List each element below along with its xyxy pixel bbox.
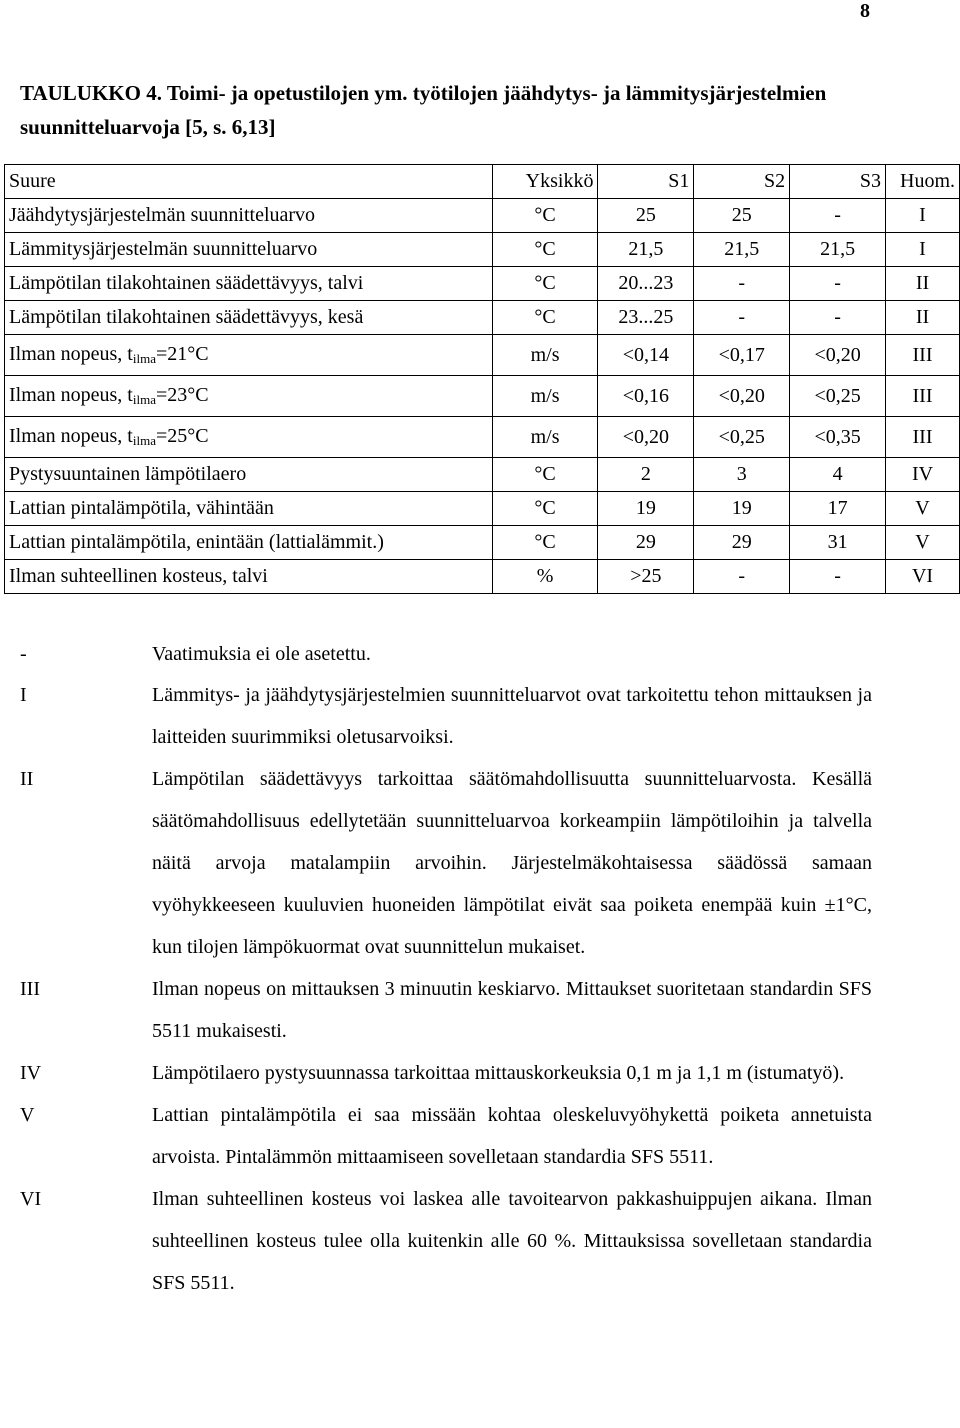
table-caption: TAULUKKO 4. Toimi- ja opetustilojen ym. työtilojen jäähdytys- ja lämmitysjärjestelmien suunnitteluarvoja [5, s. 6,13] xyxy=(20,81,827,139)
cell-note: I xyxy=(886,233,960,267)
cell-s2: - xyxy=(694,301,790,335)
page-number: 8 xyxy=(860,0,870,22)
cell-s3: 31 xyxy=(790,526,886,560)
note-item xyxy=(20,968,872,1052)
note-text: Lämmitys- ja jäähdytysjärjestelmien suunnitteluarvot ovat tarkoitettu tehon mittauksen ja laitteiden suurimmiksi oletusarvoiksi. xyxy=(152,684,872,748)
cell-note: I xyxy=(886,199,960,233)
note-text: Ilman nopeus on mittauksen 3 minuutin keskiarvo. Mittaukset suoritetaan standardin SFS 5511 mukaisesti. xyxy=(152,978,872,1042)
cell-unit: °C xyxy=(492,458,598,492)
note-label: II xyxy=(20,768,34,790)
note-text: Lämpötilan säädettävyys tarkoittaa säätömahdollisuutta suunnitteluarvosta. Kesällä säätömahdollisuus edellytetään suunnitteluarvoa korkeampiin lämpötiloihin ja talvella näitä arvoja matalampiin arvoihin. Järjestelmäkohtaisessa säädössä samaan vyöhykkeeseen kuuluvien huoneiden lämpötilat eivät saa poiketa enempää kuin ±1°C, kun tilojen lämpökuormat ovat suunnittelun mukaiset. xyxy=(152,768,872,958)
table-row xyxy=(5,492,960,526)
cell-s1: <0,16 xyxy=(598,376,694,417)
cell-s1: <0,14 xyxy=(598,335,694,376)
note-label: IV xyxy=(20,1062,42,1084)
note-text: Vaatimuksia ei ole asetettu. xyxy=(152,643,371,665)
notes-list xyxy=(20,634,872,1304)
note-item xyxy=(20,674,872,758)
cell-s3: 4 xyxy=(790,458,886,492)
quantity-suffix: =23°C xyxy=(155,384,209,406)
cell-quantity: Pystysuuntainen lämpötilaero xyxy=(5,458,493,492)
table-row xyxy=(5,376,960,417)
cell-note: VI xyxy=(886,560,960,594)
cell-quantity: Lattian pintalämpötila, vähintään xyxy=(5,492,493,526)
cell-quantity xyxy=(5,417,493,458)
note-item xyxy=(20,634,872,674)
header-unit: Yksikkö xyxy=(492,165,598,199)
note-text: Lämpötilaero pystysuunnassa tarkoittaa mittauskorkeuksia 0,1 m ja 1,1 m (istumatyö). xyxy=(152,1062,845,1084)
table-row xyxy=(5,417,960,458)
table-row xyxy=(5,526,960,560)
cell-s1: 2 xyxy=(598,458,694,492)
note-text: Ilman suhteellinen kosteus voi laskea alle tavoitearvon pakkashuippujen aikana. Ilman suhteellinen kosteus tulee olla kuitenkin alle 60 %. Mittauksissa sovelletaan standardia SFS 5511. xyxy=(152,1188,872,1294)
cell-note: III xyxy=(886,335,960,376)
quantity-suffix: =21°C xyxy=(155,343,209,365)
cell-note: II xyxy=(886,267,960,301)
cell-s2: - xyxy=(694,267,790,301)
table-row xyxy=(5,335,960,376)
table-row xyxy=(5,301,960,335)
header-s2: S2 xyxy=(694,165,790,199)
cell-s2: 3 xyxy=(694,458,790,492)
cell-unit: °C xyxy=(492,301,598,335)
cell-unit: °C xyxy=(492,526,598,560)
quantity-subscript: ilma xyxy=(132,351,156,366)
note-label: V xyxy=(20,1104,35,1126)
cell-quantity xyxy=(5,376,493,417)
quantity-prefix: Ilman nopeus, t xyxy=(9,425,133,447)
cell-s2: 25 xyxy=(694,199,790,233)
cell-s3: <0,25 xyxy=(790,376,886,417)
cell-unit: m/s xyxy=(492,417,598,458)
cell-s3: <0,35 xyxy=(790,417,886,458)
cell-s2: 21,5 xyxy=(694,233,790,267)
cell-s1: 19 xyxy=(598,492,694,526)
cell-note: IV xyxy=(886,458,960,492)
cell-s2: - xyxy=(694,560,790,594)
cell-s1: 25 xyxy=(598,199,694,233)
quantity-prefix: Ilman nopeus, t xyxy=(9,343,133,365)
cell-s3: - xyxy=(790,267,886,301)
header-quantity: Suure xyxy=(5,165,493,199)
cell-unit: °C xyxy=(492,492,598,526)
note-item xyxy=(20,1094,872,1178)
cell-s3: - xyxy=(790,199,886,233)
cell-s1: 29 xyxy=(598,526,694,560)
cell-quantity: Lämmitysjärjestelmän suunnitteluarvo xyxy=(5,233,493,267)
header-s1: S1 xyxy=(598,165,694,199)
table-row xyxy=(5,199,960,233)
quantity-subscript: ilma xyxy=(132,392,156,407)
cell-s1: 23...25 xyxy=(598,301,694,335)
note-label: III xyxy=(20,978,40,1000)
cell-quantity: Lämpötilan tilakohtainen säädettävyys, kesä xyxy=(5,301,493,335)
header-s3: S3 xyxy=(790,165,886,199)
cell-s1: 20...23 xyxy=(598,267,694,301)
table-row xyxy=(5,267,960,301)
note-item xyxy=(20,1178,872,1304)
cell-s2: <0,20 xyxy=(694,376,790,417)
cell-note: III xyxy=(886,417,960,458)
design-values-table xyxy=(4,164,960,594)
cell-s3: - xyxy=(790,301,886,335)
cell-note: V xyxy=(886,526,960,560)
cell-note: II xyxy=(886,301,960,335)
cell-quantity: Ilman suhteellinen kosteus, talvi xyxy=(5,560,493,594)
cell-s3: <0,20 xyxy=(790,335,886,376)
table-header-row xyxy=(5,165,960,199)
note-text: Lattian pintalämpötila ei saa missään kohtaa oleskeluvyöhykettä poiketa annetuista arvoista. Pintalämmön mittaamiseen sovelletaan standardia SFS 5511. xyxy=(152,1104,872,1168)
note-item xyxy=(20,758,872,968)
cell-s2: <0,25 xyxy=(694,417,790,458)
table-row xyxy=(5,233,960,267)
cell-unit: °C xyxy=(492,233,598,267)
table-row xyxy=(5,560,960,594)
quantity-prefix: Ilman nopeus, t xyxy=(9,384,133,406)
note-label: - xyxy=(20,643,27,665)
note-item xyxy=(20,1052,872,1094)
header-note: Huom. xyxy=(886,165,960,199)
cell-note: III xyxy=(886,376,960,417)
cell-unit: % xyxy=(492,560,598,594)
cell-quantity: Lämpötilan tilakohtainen säädettävyys, talvi xyxy=(5,267,493,301)
cell-s2: 29 xyxy=(694,526,790,560)
cell-s3: 21,5 xyxy=(790,233,886,267)
cell-s1: <0,20 xyxy=(598,417,694,458)
quantity-subscript: ilma xyxy=(132,433,156,448)
note-label: VI xyxy=(20,1188,42,1210)
cell-s2: <0,17 xyxy=(694,335,790,376)
note-label: I xyxy=(20,684,27,706)
cell-unit: °C xyxy=(492,267,598,301)
cell-s1: >25 xyxy=(598,560,694,594)
cell-s3: - xyxy=(790,560,886,594)
table-row xyxy=(5,458,960,492)
cell-unit: m/s xyxy=(492,335,598,376)
cell-s1: 21,5 xyxy=(598,233,694,267)
cell-quantity: Jäähdytysjärjestelmän suunnitteluarvo xyxy=(5,199,493,233)
cell-s3: 17 xyxy=(790,492,886,526)
cell-quantity: Lattian pintalämpötila, enintään (lattialämmit.) xyxy=(5,526,493,560)
cell-s2: 19 xyxy=(694,492,790,526)
cell-unit: °C xyxy=(492,199,598,233)
cell-unit: m/s xyxy=(492,376,598,417)
cell-note: V xyxy=(886,492,960,526)
quantity-suffix: =25°C xyxy=(155,425,209,447)
cell-quantity xyxy=(5,335,493,376)
